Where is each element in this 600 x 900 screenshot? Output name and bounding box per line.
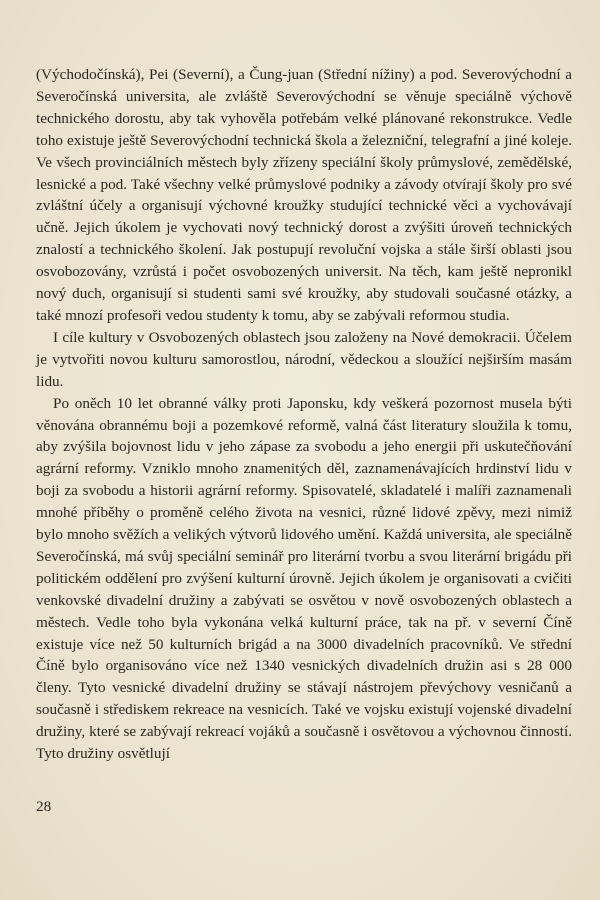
page-number: 28 xyxy=(36,798,52,815)
paragraph-universities: (Východočínská), Pei (Severní), a Čung-juan (Střední nížiny) a pod. Severovýchodní a Severočínská universita, ale zvláště Severovýchodní se věnuje speciálně výchově technického dorostu, aby tak vyhověla potřebám velké plánované rekonstrukce. Vedle toho existuje ještě Severovýchodní technická škola a železniční, telegrafní a jiné koleje. Ve všech provinciálních městech byly zřízeny speciální školy průmyslové, zemědělské, lesnické a pod. Také všechny velké průmyslové podniky a závody otvírají školy pro své zvláštní účely a organisují výchovné kroužky studující technické věci a vychovávají učně. Jejich úkolem je vychovati nový technický dorost a zvýšiti úroveň technických znalostí a technického školení. Jak postupují revoluční vojska a stále širší oblasti jsou osvobozovány, vzrůstá i počet osvobozených universit. Na těch, kam ještě nepronikl nový duch, organisují si studenti sami své kroužky, aby studovali současné otázky, a také mnozí profesoři vedou studenty k tomu, aby se zabývali reformou studia. xyxy=(36,66,572,324)
page-body-text xyxy=(36,64,572,765)
paragraph-culture-goals: I cíle kultury v Osvobozených oblastech jsou založeny na Nové demokracii. Účelem je vytvořiti novou kulturu samorostlou, národní, vědeckou a sloužící nejširším masám lidu. xyxy=(36,328,572,390)
paragraph-literature: Po oněch 10 let obranné války proti Japonsku, kdy veškerá pozornost musela býti věnována obrannému boji a pozemkové reformě, valná část literatury sloužila k tomu, aby zvýšila bojovnost lidu v jeho zápase za svobodu a jeho energii při uskutečňování agrární reformy. Vzniklo mnoho znamenitých děl, zaznamenávajících hrdinství lidu v boji za svobodu a historii agrární reformy. Spisovatelé, skladatelé i malíři zaznamenali mnohé příběhy o proměně celého života na vesnici, různé lidové zpěvy, mezi nimiž bylo mnoho svěžích a velikých výtvorů lidového umění. Každá universita, ale speciálně Severočínská, má svůj speciální seminář pro literární tvorbu a svou literární brigádu při politickém oddělení pro zvýšení kulturní úrovně. Jejich úkolem je organisovati a cvičiti venkovské divadelní družiny a zabývati se osvětou v nově osvobozených oblastech a městech. Vedle toho byla vykonána velká kulturní práce, tak na př. v severní Číně existuje více než 50 kulturních brigád a na 3000 divadelních pracovníků. Ve střední Číně bylo organisováno více než 1340 vesnických divadelních družin asi s 28 000 členy. Tyto vesnické divadelní družiny se stávají nástrojem převýchovy vesničanů a současně i střediskem rekreace na vesnicích. Také ve vojsku existují vojenské divadelní družiny, které se zabývají rekreací vojáků a současně i osvětovou a výchovnou činností. Tyto družiny osvětlují xyxy=(36,394,572,763)
